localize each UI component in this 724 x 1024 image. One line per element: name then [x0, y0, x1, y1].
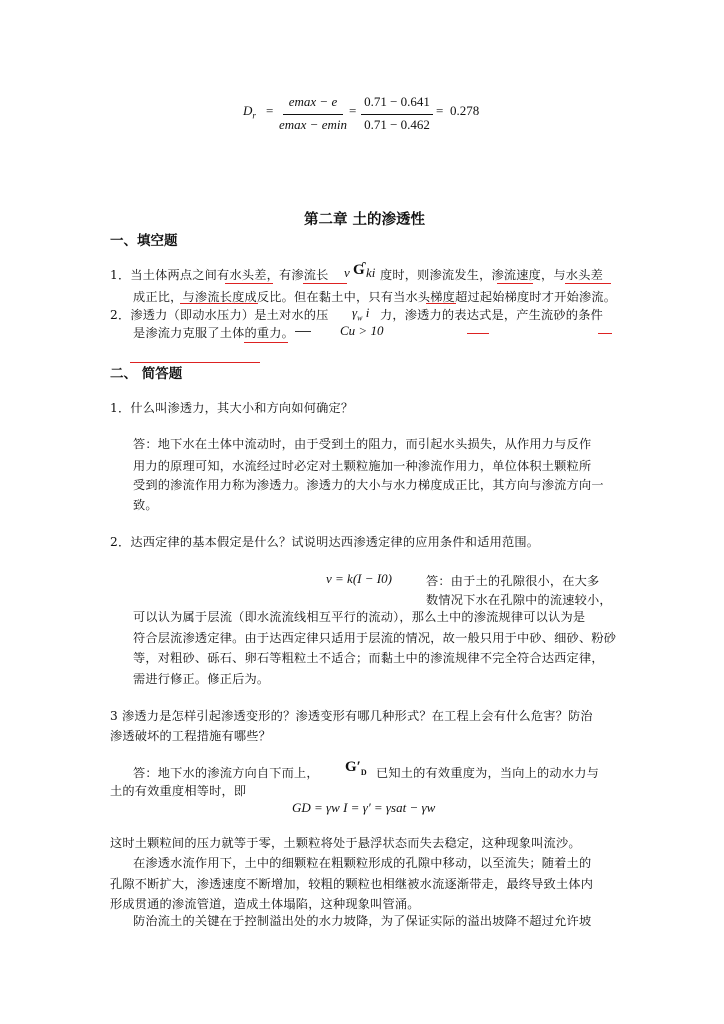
cu-condition: Cu > 10: [340, 323, 384, 338]
section-heading-short-answer: 二、 简答题: [110, 366, 183, 382]
answer-1-line: 答：地下水在土体中流动时，由于受到土的阻力，而引起水头损失，从作用力与反作: [133, 437, 592, 451]
question-3-line1: 3 渗透力是怎样引起渗透变形的？渗透变形有哪几种形式？在工程上会有什么危害？防治: [110, 709, 593, 723]
answer-3-line: 形成贯通的渗流管道，造成土体塌陷，这种现象叫管涌。: [110, 897, 420, 911]
answer-1-line: 致。: [133, 498, 158, 512]
formula-num2: 0.71 − 0.641: [364, 94, 430, 109]
annotation-underline: [598, 333, 612, 334]
chapter-title: 第二章 土的渗透性: [304, 212, 426, 228]
answer-2-line: 需进行修正。修正后为。: [133, 672, 270, 686]
answer-2-line: 符合层流渗透定律。由于达西定律只适用于层流的情况，故一般只用于中砂、细砂、粉砂: [133, 631, 617, 645]
question-1: 1．什么叫渗透力，其大小和方向如何确定？: [110, 401, 354, 415]
annotation-underline: [426, 303, 456, 304]
answer-3-line: 防治流土的关键在于控制溢出处的水力坡降，为了保证实际的溢出坡降不超过允许坡: [133, 914, 592, 928]
answer-3-second: 土的有效重度相等时，即: [110, 784, 247, 798]
answer-1-line: 受到的渗流作用力称为渗透力。渗透力的大小与水力梯度成正比，其方向与渗流方向一: [133, 478, 604, 492]
answer-3-line: 这时土颗粒间的压力就等于零，土颗粒将处于悬浮状态而失去稳定，这种现象叫流沙。: [110, 836, 581, 850]
darcy-formula: v = k(I − I0): [326, 571, 392, 586]
formula-dr-lhs: $D_r$: [243, 103, 256, 121]
formula-num1: emax − e: [288, 94, 338, 109]
formula-den1: emax − emin: [279, 117, 347, 132]
annotation-underline: [180, 303, 258, 304]
fraction-line: [361, 114, 433, 115]
answer-2-second: 数情况下水在孔隙中的流速较小，: [426, 593, 612, 607]
answer-3-line: 孔隙不断扩大，渗透速度不断增加，较粗的颗粒也相继被水流逐渐带走，最终导致土体内: [110, 877, 594, 891]
q1-line1: 1．当土体两点之间有水头差，有渗流长: [110, 268, 329, 282]
question-2: 2．达西定律的基本假定是什么？试说明达西渗透定律的应用条件和适用范围。: [110, 535, 540, 549]
question-3-line2: 渗透破坏的工程措施有哪些？: [110, 729, 272, 743]
annotation-underline: [225, 283, 273, 284]
answer-3-line: 在渗透水流作用下，土中的细颗粒在粗颗粒形成的孔隙中移动，以至流失；随着土的: [133, 856, 592, 870]
q2-line1-tail: 力，渗透力的表达式是，产生流砂的条件: [380, 308, 603, 322]
annotation-underline: [565, 283, 611, 284]
annotation-underline: [467, 333, 489, 334]
answer-3-first: 答：地下水的渗流方向自下而上，: [133, 766, 319, 780]
answer-2-line: 可以认为属于层流（即水流流线相互平行的流动），那么土中的渗流规律可以认为是: [133, 610, 586, 624]
q2-line2: 是渗流力克服了土体的重力。: [133, 326, 295, 340]
answer-3-first-tail: 已知土的有效重度为，当向上的动水力与: [376, 766, 599, 780]
garbled-glyph-icon: Ɠ: [353, 262, 365, 278]
garbled-glyph-icon: $G'_D$: [345, 759, 367, 777]
formula-result: 0.278: [450, 103, 480, 118]
section-heading-fill-blank: 一、填空题: [110, 233, 178, 249]
gd-formula: GD = γw I = γ′ = γsat − γw: [292, 800, 436, 815]
annotation-underline: [303, 283, 347, 284]
q1-line2: 成正比，与渗流长度成反比。但在黏土中，只有当水头梯度超过起始梯度时才开始渗流。: [133, 290, 617, 304]
annotation-underline: [244, 342, 288, 343]
answer-2-line: 等，对粗砂、砾石、卵石等粗粒土不适合；而黏土中的渗流规律不完全符合达西定律，: [133, 651, 604, 665]
formula-den2: 0.71 − 0.462: [364, 117, 430, 132]
q2-line1: 2．渗透力（即动水压力）是土对水的压: [110, 308, 329, 322]
answer-1-line: 用力的原理可知，水流经过时必定对土颗粒施加一种渗流作用力，单位体积土颗粒所: [133, 459, 592, 473]
answer-2-first: 答：由于土的孔隙很小，在大多: [426, 574, 600, 588]
annotation-underline: [497, 283, 533, 284]
fraction-line: [283, 114, 343, 115]
q1-line1-tail: 度时，则渗流发生，渗流速度，与水头差: [380, 268, 603, 282]
blank-line: [295, 331, 311, 332]
